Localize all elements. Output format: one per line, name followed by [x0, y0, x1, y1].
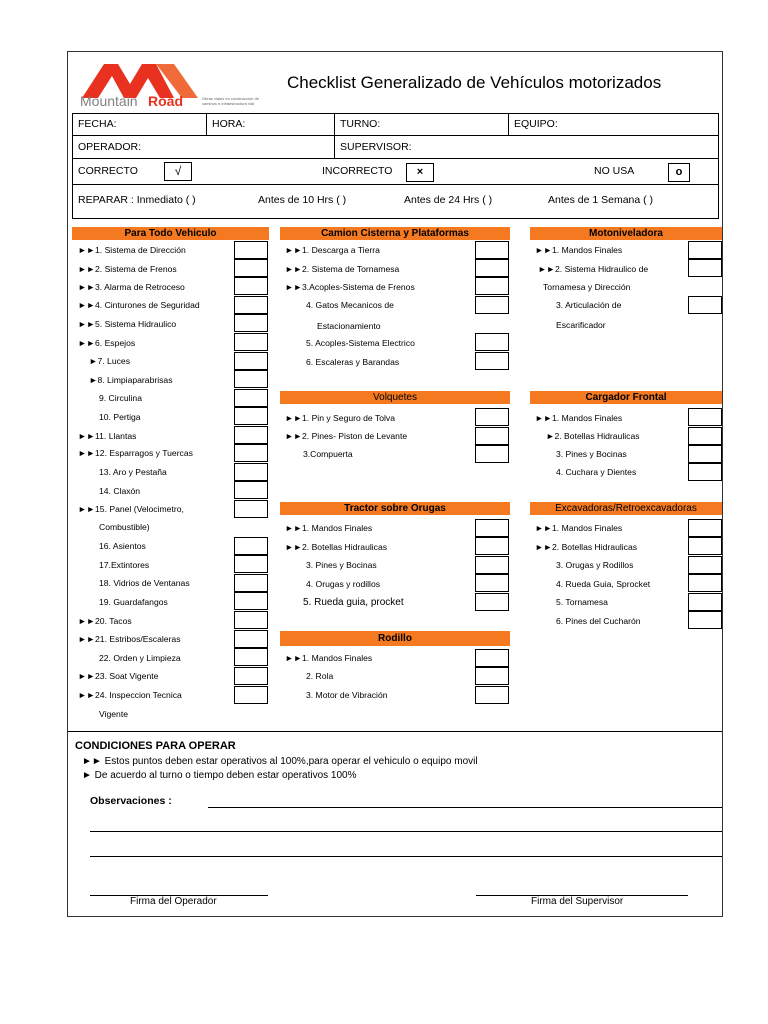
list-item: ►8. Limpiaparabrisas: [89, 375, 173, 385]
check-box[interactable]: [234, 537, 268, 555]
check-box[interactable]: [688, 574, 722, 592]
check-box[interactable]: [234, 370, 268, 388]
list-item: 19. Guardafangos: [99, 597, 168, 607]
observaciones-label: Observaciones :: [90, 795, 172, 807]
check-box[interactable]: [688, 259, 722, 277]
list-item: 13. Aro y Pestaña: [99, 467, 167, 477]
company-logo: [78, 60, 268, 114]
check-box[interactable]: [234, 389, 268, 407]
list-item: 6. Pines del Cucharón: [556, 616, 641, 626]
check-box[interactable]: [475, 556, 509, 574]
list-item: 3. Pines y Bocinas: [306, 560, 377, 570]
list-item: ►►2. Pines- Piston de Levante: [285, 431, 408, 441]
list-item: ►►15. Panel (Velocimetro,: [78, 504, 184, 514]
check-box[interactable]: [234, 444, 268, 462]
list-item: 4. Rueda Guia, Sprocket: [556, 579, 651, 589]
check-box[interactable]: [475, 593, 509, 611]
equipo-field[interactable]: EQUIPO:: [514, 118, 558, 130]
check-box[interactable]: [234, 463, 268, 481]
check-box[interactable]: [475, 649, 509, 667]
check-box[interactable]: [234, 592, 268, 610]
check-box[interactable]: [475, 333, 509, 351]
check-box[interactable]: [234, 426, 268, 444]
list-item: Vigente: [99, 709, 128, 719]
turno-field[interactable]: TURNO:: [340, 118, 381, 130]
supervisor-field[interactable]: SUPERVISOR:: [340, 141, 412, 153]
firma-supervisor-label: Firma del Supervisor: [531, 896, 624, 907]
incorrecto-legend-box: ×: [406, 163, 434, 182]
no-usa-label: NO USA: [594, 165, 635, 177]
list-item: ►►5. Sistema Hidraulico: [78, 319, 177, 329]
list-item: ►►12. Esparragos y Tuercas: [78, 448, 193, 458]
list-item: 3.Compuerta: [303, 449, 353, 459]
list-item: 3. Pines y Bocinas: [556, 449, 627, 459]
list-item: 14. Claxón: [99, 486, 141, 496]
observaciones-line[interactable]: [90, 856, 722, 857]
list-item: ►►1. Mandos Finales: [285, 653, 373, 663]
list-item: ►►1. Mandos Finales: [285, 523, 373, 533]
operador-field[interactable]: OPERADOR:: [78, 141, 142, 153]
logo-tagline: Obras viales en construcción de caminos e infraestructura vial: [202, 96, 259, 106]
check-box[interactable]: [234, 686, 268, 704]
correcto-label: CORRECTO: [78, 165, 138, 177]
conditions-line-2: ► De acuerdo al turno o tiempo deben estar operativos 100%: [82, 770, 357, 781]
check-box[interactable]: [688, 519, 722, 537]
list-item: ►►3. Alarma de Retroceso: [78, 282, 185, 292]
check-box[interactable]: [475, 408, 509, 426]
check-box[interactable]: [475, 427, 509, 445]
list-item: 5. Rueda guia, procket: [303, 597, 404, 608]
list-item: 4. Cuchara y Dientes: [556, 467, 637, 477]
check-box[interactable]: [688, 296, 722, 314]
list-item: ►►1. Descarga a Tierra: [285, 245, 380, 255]
list-item: Tornamesa y Dirección: [543, 282, 631, 292]
check-box[interactable]: [234, 333, 268, 351]
check-box[interactable]: [475, 667, 509, 685]
check-box[interactable]: [475, 259, 509, 277]
check-box[interactable]: [234, 314, 268, 332]
list-item: ►2. Botellas Hidraulicas: [546, 431, 640, 441]
check-box[interactable]: [475, 352, 509, 370]
list-item: ►►2. Sistema de Frenos: [78, 264, 177, 274]
check-box[interactable]: [475, 686, 509, 704]
page-title: Checklist Generalizado de Vehículos motorizados: [287, 73, 662, 92]
correcto-legend-box: √: [164, 162, 192, 181]
section-todo-title: Para Todo Vehiculo: [72, 227, 269, 240]
list-item: ►►21. Estribos/Escaleras: [78, 634, 181, 644]
list-item: Escarificador: [556, 320, 606, 330]
list-item: 10. Pertiga: [99, 412, 141, 422]
check-box[interactable]: [234, 630, 268, 648]
list-item: 22. Orden y Limpieza: [99, 653, 181, 663]
list-item: ►►24. Inspeccion Tecnica: [78, 690, 182, 700]
check-box[interactable]: [234, 667, 268, 685]
section-cisterna-title: Camion Cisterna y Plataformas: [280, 227, 510, 240]
list-item: ►►11. Llantas: [78, 431, 137, 441]
list-item: ►►1. Mandos Finales: [535, 523, 623, 533]
check-box[interactable]: [688, 241, 722, 259]
conditions-title: CONDICIONES PARA OPERAR: [75, 740, 236, 752]
list-item: 16. Asientos: [99, 541, 146, 551]
logo-brand-2: Road: [148, 93, 183, 109]
check-box[interactable]: [234, 500, 268, 518]
section-cargador-title: Cargador Frontal: [530, 391, 722, 404]
check-box[interactable]: [234, 555, 268, 573]
list-item: Combustible): [99, 522, 150, 532]
list-item: ►►23. Soat Vigente: [78, 671, 159, 681]
reparar-inmediato[interactable]: REPARAR : Inmediato ( ): [78, 194, 196, 206]
list-item: ►►1. Mandos Finales: [535, 245, 623, 255]
section-rodillo-title: Rodillo: [280, 631, 510, 646]
check-box[interactable]: [234, 241, 268, 259]
list-item: 3. Motor de Vibración: [306, 690, 388, 700]
check-box[interactable]: [688, 408, 722, 426]
check-box[interactable]: [475, 241, 509, 259]
check-box[interactable]: [688, 445, 722, 463]
list-item: ►►1. Pin y Seguro de Tolva: [285, 413, 396, 423]
list-item: 3. Orugas y Rodillos: [556, 560, 634, 570]
conditions-line-1: ►► Estos puntos deben estar operativos al 100%,para operar el vehiculo o equipo movil: [82, 756, 478, 767]
check-box[interactable]: [234, 277, 268, 295]
list-item: Estacionamiento: [317, 321, 381, 331]
no-usa-legend-box: o: [668, 163, 690, 182]
reparar-antes-24h[interactable]: Antes de 24 Hrs ( ): [404, 194, 493, 206]
observaciones-line[interactable]: [208, 807, 722, 808]
list-item: ►►3.Acoples-Sistema de Frenos: [285, 282, 415, 292]
check-box[interactable]: [475, 296, 509, 314]
check-box[interactable]: [234, 611, 268, 629]
list-item: ►►2. Botellas Hidraulicas: [285, 542, 388, 552]
header-grid: [72, 113, 719, 219]
section-tractor-title: Tractor sobre Orugas: [280, 502, 510, 515]
observaciones-line[interactable]: [90, 831, 722, 832]
list-item: 2. Rola: [306, 671, 334, 681]
list-item: ►►2. Sistema Hidraulico de: [538, 264, 649, 274]
check-box[interactable]: [234, 352, 268, 370]
check-box[interactable]: [688, 463, 722, 481]
check-box[interactable]: [475, 445, 509, 463]
reparar-antes-10h[interactable]: Antes de 10 Hrs ( ): [258, 194, 347, 206]
check-box[interactable]: [475, 519, 509, 537]
check-box[interactable]: [688, 427, 722, 445]
check-box[interactable]: [475, 574, 509, 592]
check-box[interactable]: [234, 574, 268, 592]
check-box[interactable]: [234, 481, 268, 499]
section-moto-title: Motoniveladora: [530, 227, 722, 240]
list-item: 9. Circulina: [99, 393, 142, 403]
incorrecto-label: INCORRECTO: [322, 165, 393, 177]
list-item: 6. Escaleras y Barandas: [306, 357, 400, 367]
list-item: 18. Vidrios de Ventanas: [99, 578, 190, 588]
list-item: 4. Gatos Mecanicos de: [306, 300, 394, 310]
check-box[interactable]: [475, 537, 509, 555]
logo-brand-1: Mountain: [80, 93, 138, 109]
check-box[interactable]: [688, 593, 722, 611]
list-item: ►►2. Botellas Hidraulicas: [535, 542, 638, 552]
list-item: 5. Tornamesa: [556, 597, 608, 607]
check-box[interactable]: [234, 259, 268, 277]
firma-operador-label: Firma del Operador: [130, 896, 217, 907]
list-item: ►►2. Sistema de Tornamesa: [285, 264, 400, 274]
check-box[interactable]: [234, 296, 268, 314]
hora-field[interactable]: HORA:: [212, 118, 246, 130]
list-item: 3. Articulación de: [556, 300, 622, 310]
check-box[interactable]: [688, 537, 722, 555]
list-item: 4. Orugas y rodillos: [306, 579, 381, 589]
list-item: ►►1. Mandos Finales: [535, 413, 623, 423]
section-divider: [68, 731, 722, 732]
check-box[interactable]: [688, 556, 722, 574]
list-item: 5. Acoples-Sistema Electrico: [306, 338, 415, 348]
fecha-field[interactable]: FECHA:: [78, 118, 117, 130]
list-item: ►►6. Espejos: [78, 338, 136, 348]
check-box[interactable]: [234, 648, 268, 666]
check-box[interactable]: [688, 611, 722, 629]
list-item: ►7. Luces: [89, 356, 130, 366]
reparar-antes-1-semana[interactable]: Antes de 1 Semana ( ): [548, 194, 654, 206]
list-item: ►►1. Sistema de Dirección: [78, 245, 186, 255]
section-volquetes-title: Volquetes: [280, 391, 510, 404]
list-item: ►►20. Tacos: [78, 616, 132, 626]
section-excav-title: Excavadoras/Retroexcavadoras: [530, 502, 722, 515]
list-item: ►►4. Cinturones de Seguridad: [78, 300, 200, 310]
check-box[interactable]: [475, 277, 509, 295]
check-box[interactable]: [234, 407, 268, 425]
list-item: 17.Extintores: [99, 560, 150, 570]
